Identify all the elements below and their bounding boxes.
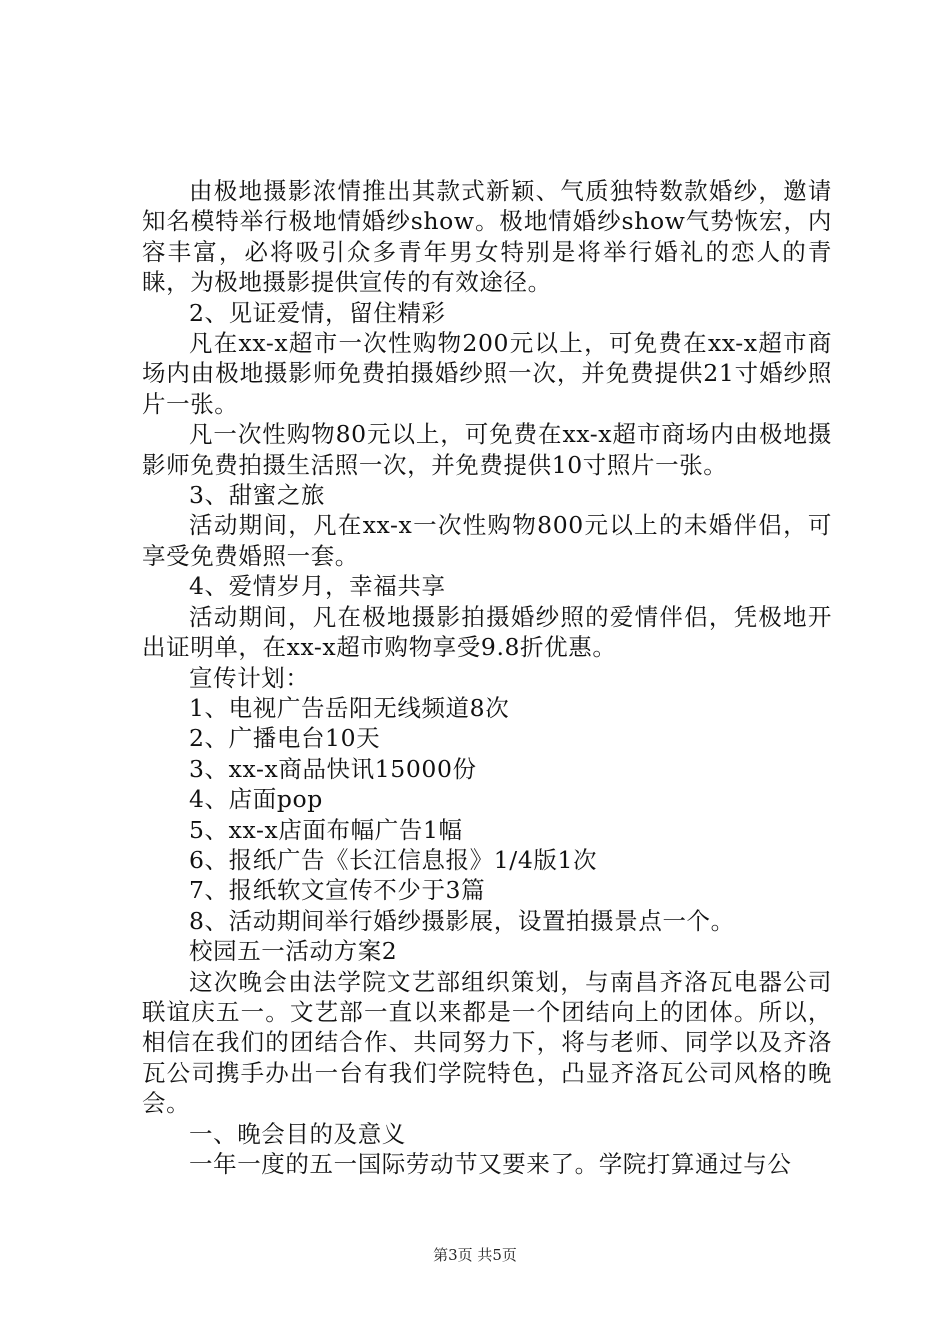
list-item: 7、报纸软文宣传不少于3篇	[189, 876, 486, 905]
list-item: 1、电视广告岳阳无线频道8次	[189, 693, 510, 722]
paragraph-purchase-80: 凡一次性购物80元以上，可免费在xx-x超市商场内由极地摄影师免费拍摄生活照一次，并免费提供10寸照片一张。	[142, 420, 832, 479]
heading-party-purpose: 一、晚会目的及意义	[189, 1119, 406, 1148]
paragraph-purchase-800: 活动期间，凡在xx-x一次性购物800元以上的未婚伴侣，可享受免费婚照一套。	[142, 511, 832, 570]
page-number-footer: 第3页 共5页	[433, 1246, 517, 1264]
paragraph-intro-wedding-show: 由极地摄影浓情推出其款式新颖、气质独特数款婚纱，邀请知名模特举行极地情婚纱show。极地情婚纱show气势恢宏，内容丰富，必将吸引众多青年男女特别是将举行婚礼的恋人的青睐，为极地摄影提供宣传的有效途径。	[142, 177, 832, 297]
heading-sweet-trip: 3、甜蜜之旅	[189, 481, 326, 510]
list-item: 4、店面pop	[189, 785, 323, 814]
heading-love-years: 4、爱情岁月，幸福共享	[189, 572, 446, 601]
section-title-campus-plan: 校园五一活动方案2	[189, 937, 398, 966]
paragraph-labor-day: 一年一度的五一国际劳动节又要来了。学院打算通过与公	[189, 1150, 792, 1178]
paragraph-discount: 活动期间，凡在极地摄影拍摄婚纱照的爱情伴侣，凭极地开出证明单，在xx-x超市购物享受9.8折优惠。	[142, 602, 832, 662]
heading-promotion-plan: 宣传计划：	[189, 663, 310, 692]
list-item: 8、活动期间举行婚纱摄影展，设置拍摄景点一个。	[189, 906, 735, 935]
document-body	[142, 176, 832, 1179]
heading-witness-love: 2、见证爱情，留住精彩	[189, 298, 446, 327]
paragraph-party-intro: 这次晚会由法学院文艺部组织策划，与南昌齐洛瓦电器公司联谊庆五一。文艺部一直以来都是一个团结向上的团体。所以，相信在我们的团结合作、共同努力下，将与老师、同学以及齐洛瓦公司携手办出一台有我们学院特色，凸显齐洛瓦公司风格的晚会。	[142, 967, 832, 1118]
paragraph-purchase-200: 凡在xx-x超市一次性购物200元以上，可免费在xx-x超市商场内由极地摄影师免费拍摄婚纱照一次，并免费提供21寸婚纱照片一张。	[142, 329, 832, 418]
list-item: 3、xx-x商品快讯15000份	[189, 754, 477, 783]
list-item: 6、报纸广告《长江信息报》1/4版1次	[189, 845, 598, 874]
list-item: 2、广播电台10天	[189, 724, 381, 753]
list-item: 5、xx-x店面布幅广告1幅	[189, 815, 463, 844]
